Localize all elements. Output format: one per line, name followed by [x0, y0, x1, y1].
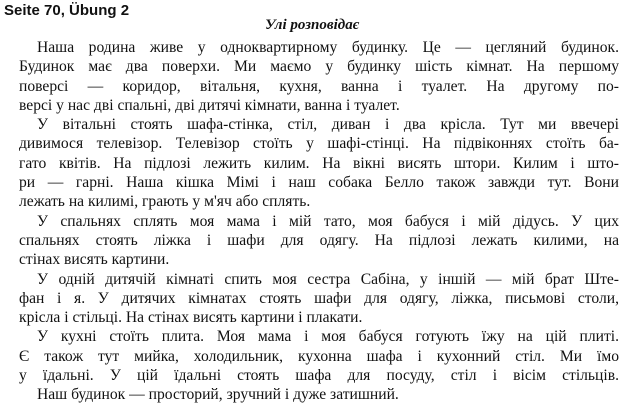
text-line: лежать на килимі, грають у м'яч або сплять.: [19, 193, 311, 211]
text-line: гато квітів. На підлозі лежить килим. На вікні висять штори. Килим і што-: [19, 154, 619, 172]
text-line: Наш будинок — просторий, зручний і дуже затишний.: [37, 386, 399, 404]
text-line: фан і я. У дитячих кімнатах стоять шафи для одягу, ліжка, письмові столи,: [19, 289, 619, 307]
story-text: [19, 38, 619, 405]
text-line: ри — гарні. Наша кішка Мімі і наш собака Белло також завжди тут. Вони: [19, 174, 619, 192]
text-line: крісла і стільці. На стінах висять картини і плакати.: [19, 309, 363, 327]
text-line: У одній дитячій кімнаті спить моя сестра Сабіна, у іншій — мій брат Ште-: [37, 270, 619, 288]
text-line: дивимося телевізор. Телевізор стоїть у шафі-стінці. На підвіконнях стоїть ба-: [19, 135, 619, 153]
exercise-heading: Seite 70, Übung 2: [4, 2, 130, 19]
text-line: Є також тут мийка, холодильник, кухонна шафа і кухонний стіл. Ми їмо: [19, 347, 619, 365]
text-line: поверсі — коридор, вітальня, кухня, ванна і туалет. На другому по-: [19, 77, 619, 95]
text-line: У вітальні стоять шафа-стінка, стіл, диван і два крісла. Тут ми ввечері: [37, 116, 619, 134]
text-line: стінах висять картини.: [19, 251, 170, 269]
text-title: Улі розповідає: [265, 17, 359, 33]
text-line: спальнях стоять ліжка і шафи для одягу. На підлозі лежать килими, на: [19, 231, 619, 249]
text-line: У кухні стоїть плита. Моя мама і моя бабуся готують їжу на цій плиті.: [37, 328, 619, 346]
text-line: у їдальні. У цій їдальні стоять шафа для посуду, стіл і вісім стільців.: [19, 367, 619, 385]
text-line: У спальнях сплять моя мама і мій тато, моя бабуся і мій дідусь. У цих: [37, 212, 619, 230]
text-line: Будинок має два поверхи. Ми маємо у будинку шість кімнат. На першому: [19, 58, 619, 76]
text-line: версі у нас дві спальні, дві дитячі кімнати, ванна і туалет.: [19, 96, 400, 114]
text-line: Наша родина живе у одноквартирному будинку. Це — цегляний будинок.: [37, 39, 619, 56]
